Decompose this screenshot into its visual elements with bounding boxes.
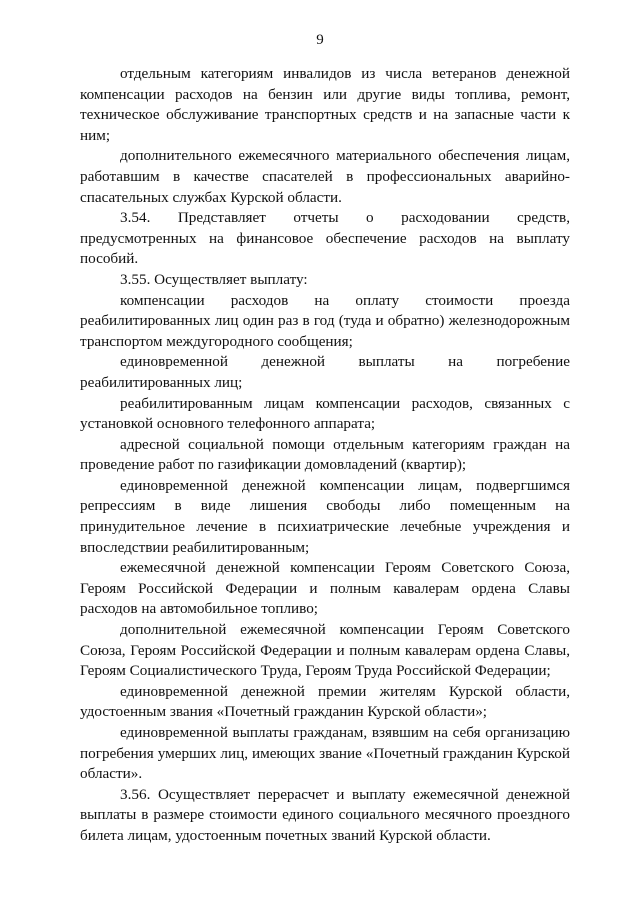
paragraph-3-55-heading: 3.55. Осуществляет выплату: xyxy=(120,270,308,288)
paragraph-repression-compensation: единовременной денежной компенсации лицам, подвергшимся репрессиям в виде лишения свободы либо помещенным на принудительное лечение в психиатрические лечебные учреждения и впоследствии реабилитированным; xyxy=(80,476,570,556)
paragraph-telephone-compensation: реабилитированным лицам компенсации расходов, связанных с установкой основного телефонного аппарата; xyxy=(80,394,570,433)
paragraph-rescuers-support: дополнительного ежемесячного материального обеспечения лицам, работавшим в качестве спасателей в профессиональных аварийно-спасательных службах Курской области. xyxy=(80,147,570,206)
page-number: 9 xyxy=(316,32,324,48)
paragraph-heroes-additional: дополнительной ежемесячной компенсации Героям Советского Союза, Героям Российской Федерации и полным кавалерам ордена Славы, Героям Социалистического Труда, Героям Труда Российской Федерации; xyxy=(80,621,570,680)
paragraph-3-56: 3.56. Осуществляет перерасчет и выплату ежемесячной денежной выплаты в размере стоимости единого социального месячного проездного билета лицам, удостоенным почетных званий Курской области. xyxy=(80,785,570,844)
paragraph-fuel-compensation: отдельным категориям инвалидов из числа ветеранов денежной компенсации расходов на бензин или другие виды топлива, ремонт, техническое обслуживание транспортных средств и на запасные части к ним; xyxy=(80,65,570,144)
paragraph-travel-compensation: компенсации расходов на оплату стоимости проезда реабилитированных лиц один раз в год (туда и обратно) железнодорожным транспортом междугородного сообщения; xyxy=(80,291,570,350)
document-body xyxy=(80,64,570,847)
paragraph-gasification-aid: адресной социальной помощи отдельным категориям граждан на проведение работ по газификации домовладений (квартир); xyxy=(80,435,570,474)
paragraph-honorary-citizen-bonus: единовременной денежной премии жителям Курской области, удостоенным звания «Почетный гражданин Курской области»; xyxy=(80,682,570,721)
paragraph-3-54: 3.54. Представляет отчеты о расходовании средств, предусмотренных на финансовое обеспечение расходов на выплату пособий. xyxy=(80,209,570,268)
paragraph-honorary-citizen-burial: единовременной выплаты гражданам, взявшим на себя организацию погребения умерших лиц, имеющих звание «Почетный гражданин Курской области». xyxy=(80,724,570,783)
paragraph-burial-payment: единовременной денежной выплаты на погребение реабилитированных лиц; xyxy=(80,353,570,391)
paragraph-heroes-fuel: ежемесячной денежной компенсации Героям Советского Союза, Героям Российской Федерации и полным кавалерам ордена Славы расходов на автомобильное топливо; xyxy=(80,559,570,618)
